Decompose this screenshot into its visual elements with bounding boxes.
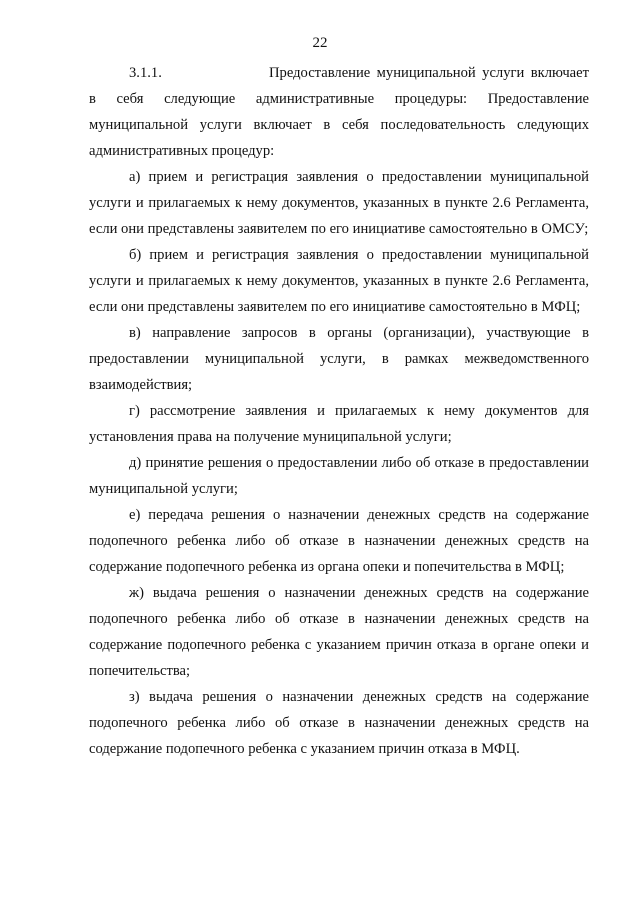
section-intro-paragraph	[89, 60, 589, 164]
list-item-z: з) выдача решения о назначении денежных средств на содержание подопечного ребенка либо об отказе в назначении денежных средств на содержание подопечного ребенка с указанием причин отказа в МФЦ.	[89, 689, 589, 757]
list-item-e: е) передача решения о назначении денежных средств на содержание подопечного ребенка либо об отказе в назначении денежных средств на содержание подопечного ребенка из органа опеки и попечительства в МФЦ;	[89, 507, 589, 575]
list-item-d: д) принятие решения о предоставлении либо об отказе в предоставлении муниципальной услуги;	[89, 455, 589, 497]
list-item-g: г) рассмотрение заявления и прилагаемых к нему документов для установления права на получение муниципальной услуги;	[89, 403, 589, 445]
list-item-v: в) направление запросов в органы (организации), участвующие в предоставлении муниципальной услуги, в рамках межведомственного взаимодействия;	[89, 325, 589, 393]
list-item-a: а) прием и регистрация заявления о предоставлении муниципальной услуги и прилагаемых к нему документов, указанных в пункте 2.6 Регламента, если они представлены заявителем по его инициативе самостоятельно в ОМСУ;	[89, 169, 589, 237]
list-item-zh: ж) выдача решения о назначении денежных средств на содержание подопечного ребенка либо об отказе в назначении денежных средств на содержание подопечного ребенка с указанием причин отказа в органе опеки и попечительства;	[89, 585, 589, 679]
section-intro-text: Предоставление муниципальной услуги включает в себя следующие административные процедуры: Предоставление муниципальной услуги включает в себя последовательность следующих административных процедур:	[89, 65, 589, 159]
page-number: 22	[312, 35, 328, 51]
section-number: 3.1.1.	[129, 65, 162, 81]
list-item-b: б) прием и регистрация заявления о предоставлении муниципальной услуги и прилагаемых к нему документов, указанных в пункте 2.6 Регламента, если они представлены заявителем по его инициативе самостоятельно в МФЦ;	[89, 247, 589, 315]
document-body	[89, 60, 589, 762]
